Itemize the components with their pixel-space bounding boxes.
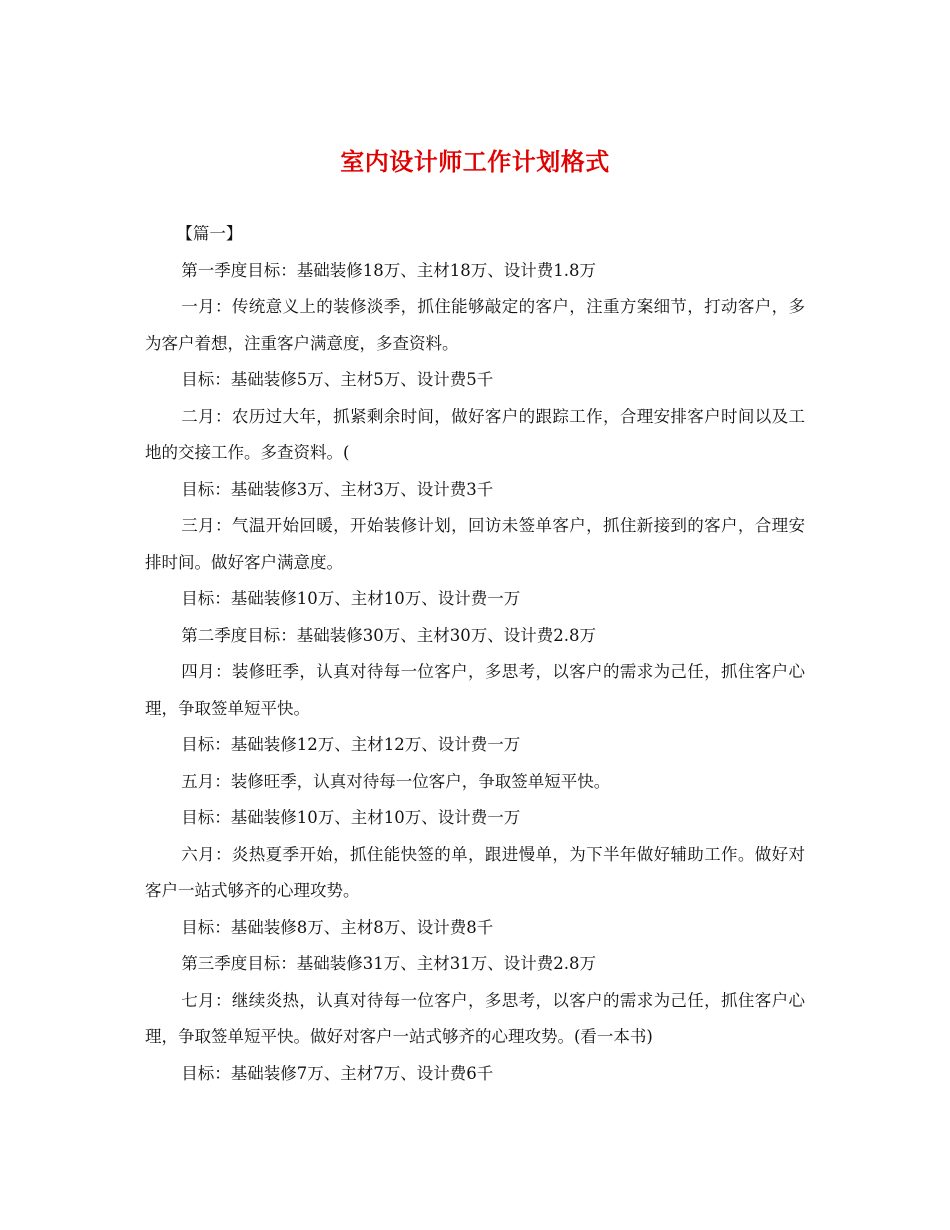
paragraph: 一月：传统意义上的装修淡季，抓住能够敲定的客户，注重方案细节，打动客户，多为客户着想，注重客户满意度，多查资料。 bbox=[145, 297, 805, 353]
paragraph: 目标：基础装修3万、主材3万、设计费3千 bbox=[181, 479, 494, 499]
paragraph: 目标：基础装修8万、主材8万、设计费8千 bbox=[181, 917, 494, 937]
paragraph: 四月：装修旺季，认真对待每一位客户，多思考，以客户的需求为己任，抓住客户心理，争取签单短平快。 bbox=[145, 662, 805, 718]
paragraph: 目标：基础装修10万、主材10万、设计费一万 bbox=[181, 808, 521, 827]
paragraph: 六月：炎热夏季开始，抓住能快签的单，跟进慢单，为下半年做好辅助工作。做好对客户一站式够齐的心理攻势。 bbox=[145, 844, 805, 900]
document-body bbox=[145, 216, 805, 1092]
paragraph: 第二季度目标：基础装修30万、主材30万、设计费2.8万 bbox=[181, 625, 597, 645]
paragraph: 二月：农历过大年，抓紧剩余时间，做好客户的跟踪工作，合理安排客户时间以及工地的交接工作。多查资料。( bbox=[145, 406, 805, 462]
paragraph: 五月：装修旺季，认真对待每一位客户，争取签单短平快。 bbox=[181, 771, 611, 791]
paragraph: 七月：继续炎热，认真对待每一位客户，多思考，以客户的需求为己任，抓住客户心理，争取签单短平快。做好对客户一站式够齐的心理攻势。(看一本书) bbox=[145, 990, 805, 1046]
paragraph: 目标：基础装修12万、主材12万、设计费一万 bbox=[181, 735, 521, 754]
section-heading: 【篇一】 bbox=[176, 224, 243, 243]
document-title: 室内设计师工作计划格式 bbox=[340, 147, 610, 176]
paragraph: 目标：基础装修5万、主材5万、设计费5千 bbox=[181, 370, 494, 389]
paragraph: 第三季度目标：基础装修31万、主材31万、设计费2.8万 bbox=[181, 954, 597, 973]
paragraph: 目标：基础装修10万、主材10万、设计费一万 bbox=[181, 589, 521, 608]
paragraph: 第一季度目标：基础装修18万、主材18万、设计费1.8万 bbox=[181, 260, 597, 280]
paragraph: 目标：基础装修7万、主材7万、设计费6千 bbox=[181, 1063, 494, 1083]
paragraph: 三月：气温开始回暖，开始装修计划，回访未签单客户，抓住新接到的客户，合理安排时间。做好客户满意度。 bbox=[145, 516, 805, 572]
